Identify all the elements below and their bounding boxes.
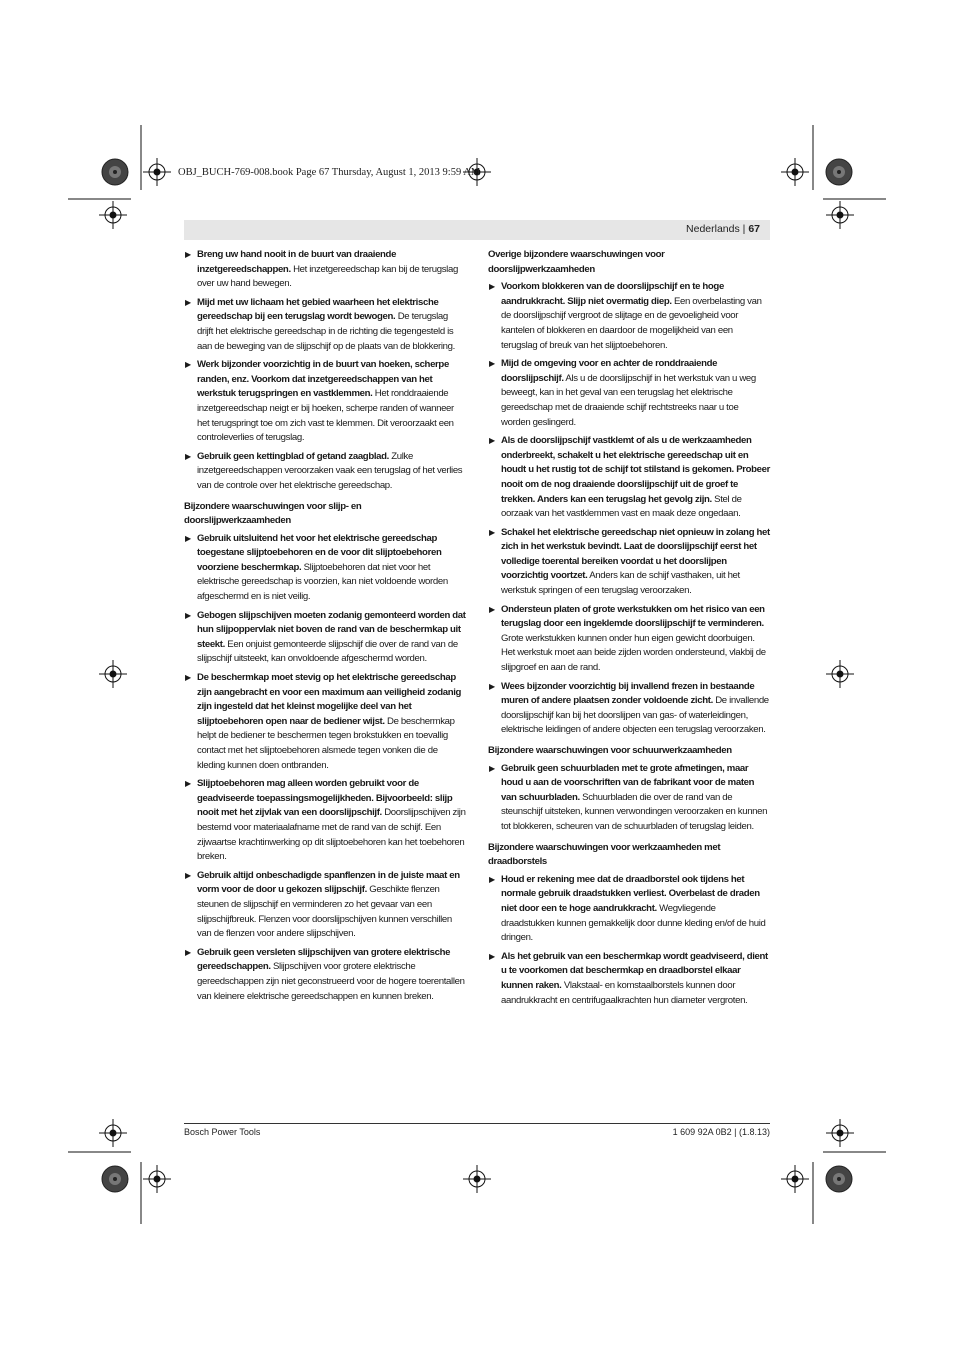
warning-item [184, 869, 466, 942]
bullet-arrow-icon: ▶ [489, 282, 495, 292]
bullet-arrow-icon: ▶ [185, 360, 191, 370]
warning-item [184, 609, 466, 667]
footer-rule [184, 1123, 770, 1124]
bullet-arrow-icon: ▶ [489, 359, 495, 369]
bullet-arrow-icon: ▶ [489, 951, 495, 961]
warning-text: Vlakstaal- en komstaalborstels kunnen door aandrukkracht en centrifugaalkrachten hun diameter vergroten. [501, 979, 748, 1006]
section-heading: Bijzondere waarschuwingen voor schuurwerkzaamheden [488, 745, 732, 756]
footer-brand: Bosch Power Tools [184, 1127, 261, 1137]
warning-bold: De beschermkap moet stevig op het elektrische gereedschap zijn aangebracht en voor een maximum aan veiligheid zodanig zijn ingesteld dat het kleinst mogelijke deel van het slijptoebehoren open naar de bediener wijst. [197, 672, 462, 727]
bullet-arrow-icon: ▶ [489, 436, 495, 446]
warning-item [184, 946, 466, 1004]
warning-item [488, 762, 770, 835]
warning-item [488, 603, 770, 676]
header-text [686, 223, 760, 235]
warning-bold: Houd er rekening mee dat de draadborstel ook tijdens het normale gebruik draadstukken verliest. Overbelast de draden niet door een te hoge aandrukkracht. [501, 873, 760, 914]
section-heading: Bijzondere waarschuwingen voor werkzaamheden met draadborstels [488, 841, 721, 868]
warning-item [488, 357, 770, 430]
bullet-arrow-icon: ▶ [185, 779, 191, 789]
bullet-arrow-icon: ▶ [185, 451, 191, 461]
bullet-arrow-icon: ▶ [489, 874, 495, 884]
bullet-arrow-icon: ▶ [185, 250, 191, 259]
page-number: 67 [748, 223, 760, 235]
bullet-arrow-icon: ▶ [489, 763, 495, 773]
warning-text: Stel de oorzaak van het vastklemmen vast en maak deze ongedaan. [501, 493, 742, 520]
warning-item [184, 671, 466, 773]
warning-bold: Als de doorslijpschijf vastklemt of als u de werkzaamheden onderbreekt, schakelt u het elektrische gereedschap uit en houdt u het rustig tot de schijf tot stilstand is gekomen. Probeer nooit om de nog draaiende doorslijpschijf uit de groef te trekken. Anders kan een terugslag het gevolg zijn. [501, 435, 770, 505]
warning-bold: Gebruik altijd onbeschadigde spanflenzen in de juiste maat en vorm voor de door u gekozen slijpschijf. [197, 869, 460, 896]
bullet-arrow-icon: ▶ [185, 297, 191, 307]
warning-bold: Gebruik uitsluitend het voor het elektrische gereedschap toegestane slijptoebehoren en de voor dit slijptoebehoren voorziene beschermkap. [197, 532, 442, 573]
bullet-arrow-icon: ▶ [185, 673, 191, 683]
warning-text: Als u de doorslijpschijf in het werkstuk van u weg beweegt, kan in het geval van een terugslag het elektrische gereedschap met de draaiende schijf rechtstreeks naar u toe worden geslingerd. [501, 372, 756, 428]
warning-item [184, 777, 466, 865]
warning-item [184, 296, 466, 354]
header-separator: | [742, 223, 746, 235]
warning-text: Het ronddraaiende inzetgereedschap neigt er bij hoeken, scherpe randen of wanneer het terugspringt toe om zich vast te klemmen. Dit veroorzaakt een controleverlies of terugslag. [197, 388, 454, 444]
warning-bold: Slijptoebehoren mag alleen worden gebruikt voor de geadviseerde toepassingsmogelijkheden. Bijvoorbeeld: slijp nooit met het zijvlak van een doorslijpschijf. [197, 778, 453, 819]
warning-item [488, 434, 770, 522]
right-column [488, 248, 770, 1012]
warning-bold: Gebogen slijpschijven moeten zodanig gemonteerd worden dat hun slijpoppervlak niet boven de rand van de beschermkap uit steekt. [197, 609, 466, 650]
warning-text: Zulke inzetgereedschappen veroorzaken vaak een terugslag of het verlies van de controle over het elektrische gereedschap. [197, 450, 463, 491]
warning-text: Schuurbladen die over de rand van de steunschijf uitsteken, kunnen verwondingen veroorzaken en kunnen tot blokkeren, scheuren van de schuurbladen of terugslag leiden. [501, 791, 768, 832]
warning-text: Een overbelasting van de doorslijpschijf vergroot de slijtage en de gevoeligheid voor kantelen of blokkeren en daardoor de mogelijkheid van een terugslag of breuk van het slijptoebehoren. [501, 295, 762, 351]
warning-text: De beschermkap helpt de bediener te beschermen tegen brokstukken en toevallig contact met het slijptoebehoren alsmede tegen vonken die de kleding kunnen doen ontbranden. [197, 715, 455, 771]
footer-doc-number: 1 609 92A 0B2 | (1.8.13) [672, 1127, 770, 1137]
bullet-arrow-icon: ▶ [185, 947, 191, 957]
bullet-arrow-icon: ▶ [489, 527, 495, 537]
page-header [184, 220, 770, 240]
warning-bold: Voorkom blokkeren van de doorslijpschijf en te hoge aandrukkracht. Slijp niet overmatig diep. [501, 281, 724, 307]
section-heading: Overige bijzondere waarschuwingen voor doorslijpwerkzaamheden [488, 249, 665, 275]
warning-text: Anders kan de schijf vasthaken, uit het werkstuk springen of een terugslag veroorzaken. [501, 570, 740, 597]
warning-text: Een onjuist gemonteerde slijpschijf die over de rand van de slijpschijf uitsteekt, kan onvoldoende afgeschermd worden. [197, 638, 458, 665]
warning-item [488, 526, 770, 599]
warning-item [184, 450, 466, 494]
bullet-arrow-icon: ▶ [489, 604, 495, 614]
warning-bold: Wees bijzonder voorzichtig bij invallend frezen in bestaande muren of andere plaatsen zonder voldoende zicht. [501, 680, 755, 707]
warning-bold: Schakel het elektrische gereedschap niet opnieuw in zolang het zich in het werkstuk bevindt. Laat de doorslijpschijf eerst het volledige toerental bereiken voordat u het doorslijpen voorzichtig voortzet. [501, 526, 770, 582]
print-slug: OBJ_BUCH-769-008.book Page 67 Thursday, August 1, 2013 9:59 AM [178, 167, 481, 178]
warning-text: Grote werkstukken kunnen onder hun eigen gewicht doorbuigen. Het werkstuk moet aan beide zijden worden ondersteund, vlakbij de slijpgroef en aan de rand. [501, 632, 766, 674]
warning-bold: Mijd de omgeving voor en achter de ronddraaiende doorslijpschijf. [501, 358, 718, 384]
warning-bold: Als het gebruik van een beschermkap wordt geadviseerd, dient u te voorkomen dat beschermkap en draadborstel elkaar kunnen raken. [501, 950, 768, 991]
warning-text: Wegvliegende draadstukken kunnen gemakkelijk door dunne kleding en/of de huid dringen. [501, 902, 766, 944]
header-language: Nederlands [686, 223, 740, 235]
bullet-arrow-icon: ▶ [185, 533, 191, 543]
warning-bold: Gebruik geen schuurbladen met te grote afmetingen, maar houd u aan de voorschriften van de fabrikant voor de maten van schuurbladen. [501, 762, 755, 803]
warning-bold: Mijd met uw lichaam het gebied waarheen het elektrische gereedschap bij een terugslag wordt bewogen. [197, 296, 439, 323]
warning-text: Geschikte flenzen steunen de slijpschijf en verminderen zo het gevaar van een slijpschijfbreuk. Flenzen voor doorslijpschijven kunnen verschillen van de flenzen voor andere slijpschijven. [197, 884, 452, 940]
warning-item [488, 280, 770, 353]
section-heading: Bijzondere waarschuwingen voor slijp- en doorslijpwerkzaamheden [184, 500, 362, 527]
warning-text: De terugslag drijft het elektrische gereedschap in de richting die tegengesteld is aan de beweging van de slijpschijf op de plaats van de blokkering. [197, 311, 455, 352]
warning-item [184, 532, 466, 605]
warning-item [488, 680, 770, 738]
warning-bold: Gebruik geen versleten slijpschijven van grotere elektrische gereedschappen. [197, 946, 451, 973]
warning-text: Het inzetgereedschap kan bij de terugslag over uw hand bewegen. [197, 263, 458, 290]
warning-bold: Ondersteun platen of grote werkstukken om het risico van een terugslag door een ingeklemde doorslijpschijf te verminderen. [501, 603, 765, 630]
bullet-arrow-icon: ▶ [489, 681, 495, 691]
warning-item [488, 950, 770, 1008]
warning-text: De invallende doorslijpschijf kan bij het doorslijpen van gas- of waterleidingen, elektrische leidingen of andere objecten een terugslag veroorzaken. [501, 695, 769, 736]
warning-item [488, 873, 770, 946]
bullet-arrow-icon: ▶ [185, 610, 191, 620]
warning-bold: Werk bijzonder voorzichtig in de buurt van hoeken, scherpe randen, enz. Voorkom dat inzetgereedschappen van het werkstuk terugspringen en vastklemmen. [197, 359, 449, 400]
left-column [184, 248, 466, 1008]
warning-item [184, 358, 466, 446]
bullet-arrow-icon: ▶ [185, 870, 191, 880]
warning-bold: Gebruik geen kettingblad of getand zaagblad. [197, 450, 389, 462]
warning-item [184, 248, 466, 292]
warning-bold: Breng uw hand nooit in de buurt van draaiende inzetgereedschappen. [197, 249, 397, 275]
warning-text: Slijpschijven voor grotere elektrische gereedschappen zijn niet geconstrueerd voor de hogere toerentallen van kleinere elektrische gereedschappen en kunnen breken. [197, 961, 465, 1002]
warning-text: Slijptoebehoren dat niet voor het elektrische gereedschap is voorzien, kan niet voldoende worden afgeschermd en is niet veilig. [197, 561, 448, 603]
warning-text: Doorslijpschijven zijn bestemd voor materiaalafname met de rand van de schijf. Een zijwaartse krachtinwerking op dit slijptoebehoren kan het toebehoren breken. [197, 807, 466, 863]
